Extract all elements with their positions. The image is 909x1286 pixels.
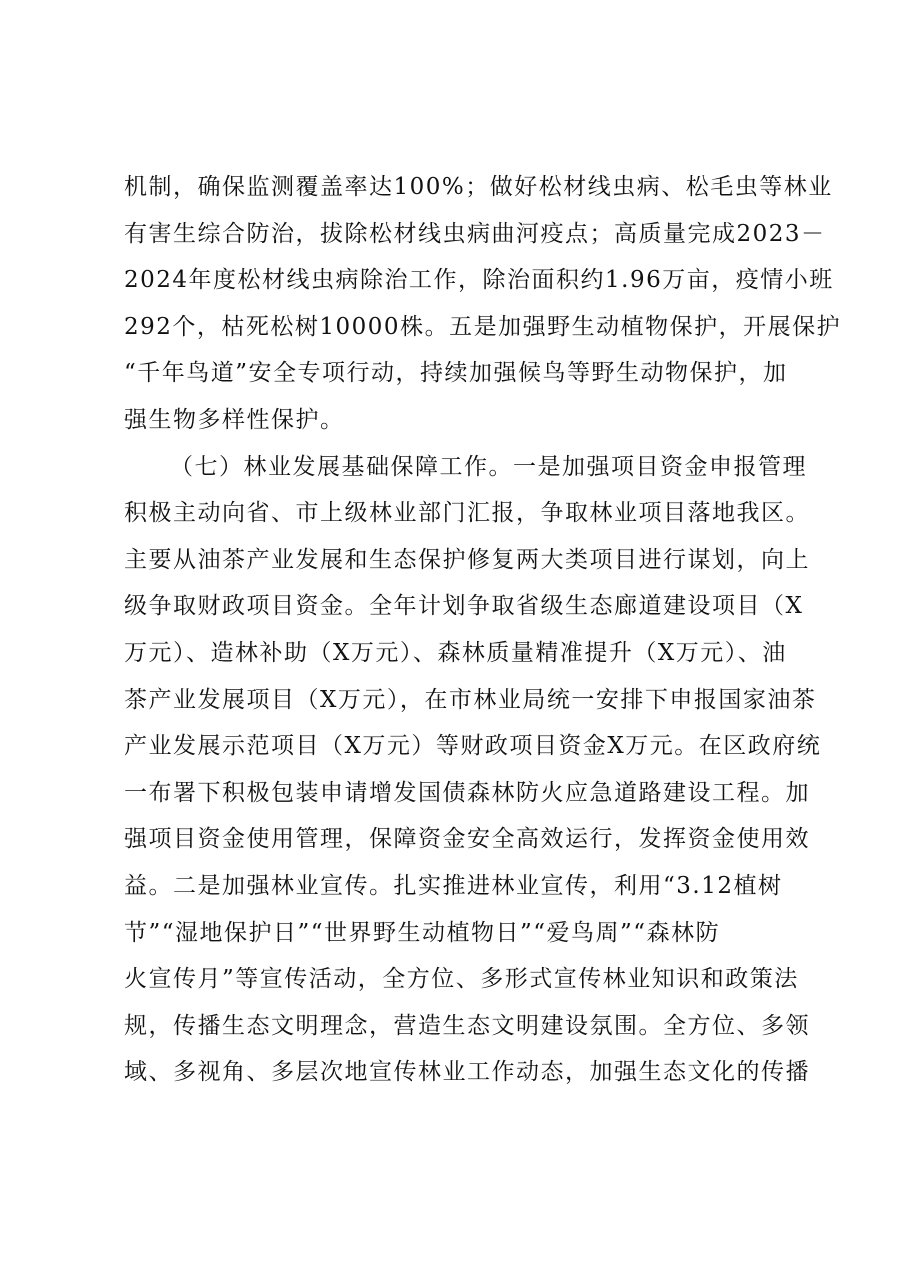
text-line: 节”“湿地保护日”“世界野生动植物日”“爱鸟周”“森林防 [124,919,721,946]
text-line: 域、多视角、多层次地宣传林业工作动态，加强生态文化的传播 [124,1059,810,1086]
text-line: “千年鸟道”安全专项行动，持续加强候鸟等野生动物保护，加 [124,360,788,387]
text-line: 292个，枯死松树10000株。五是加强野生动植物保护，开展保护 [124,313,842,340]
text-line: 有害生综合防治，拔除松材线虫病曲河疫点；高质量完成2023－ [124,220,826,247]
text-line: 积极主动向省、市上级林业部门汇报，争取林业项目落地我区。 [124,500,810,527]
text-line: 级争取财政项目资金。全年计划争取省级生态廊道建设项目（X [124,593,804,620]
text-line: 规，传播生态文明理念，营造生态文明建设氛围。全方位、多领 [124,1012,810,1039]
text-line: 万元）、造林补助（X万元）、森林质量精准提升（X万元）、油 [124,639,787,666]
text-line: 强生物多样性保护。 [124,406,345,433]
text-line: 产业发展示范项目（X万元）等财政项目资金X万元。在区政府统 [124,733,822,760]
text-line: 茶产业发展项目（X万元），在市林业局统一安排下申报国家油茶 [124,686,817,713]
text-line: （七）林业发展基础保障工作。一是加强项目资金申报管理 [170,453,807,480]
text-line: 主要从油茶产业发展和生态保护修复两大类项目进行谋划，向上 [124,546,810,573]
document-body [124,164,842,1096]
text-line: 一布署下积极包装申请增发国债森林防火应急道路建设工程。加 [124,779,810,806]
text-line: 2024年度松材线虫病除治工作，除治面积约1.96万亩，疫情小班 [124,267,834,294]
text-line: 益。二是加强林业宣传。扎实推进林业宣传，利用“3.12植树 [124,872,783,899]
text-line: 机制，确保监测覆盖率达100%；做好松材线虫病、松毛虫等林业 [124,174,833,200]
text-line: 强项目资金使用管理，保障资金安全高效运行，发挥资金使用效 [124,826,810,853]
text-line: 火宣传月”等宣传活动，全方位、多形式宣传林业知识和政策法 [124,966,799,993]
